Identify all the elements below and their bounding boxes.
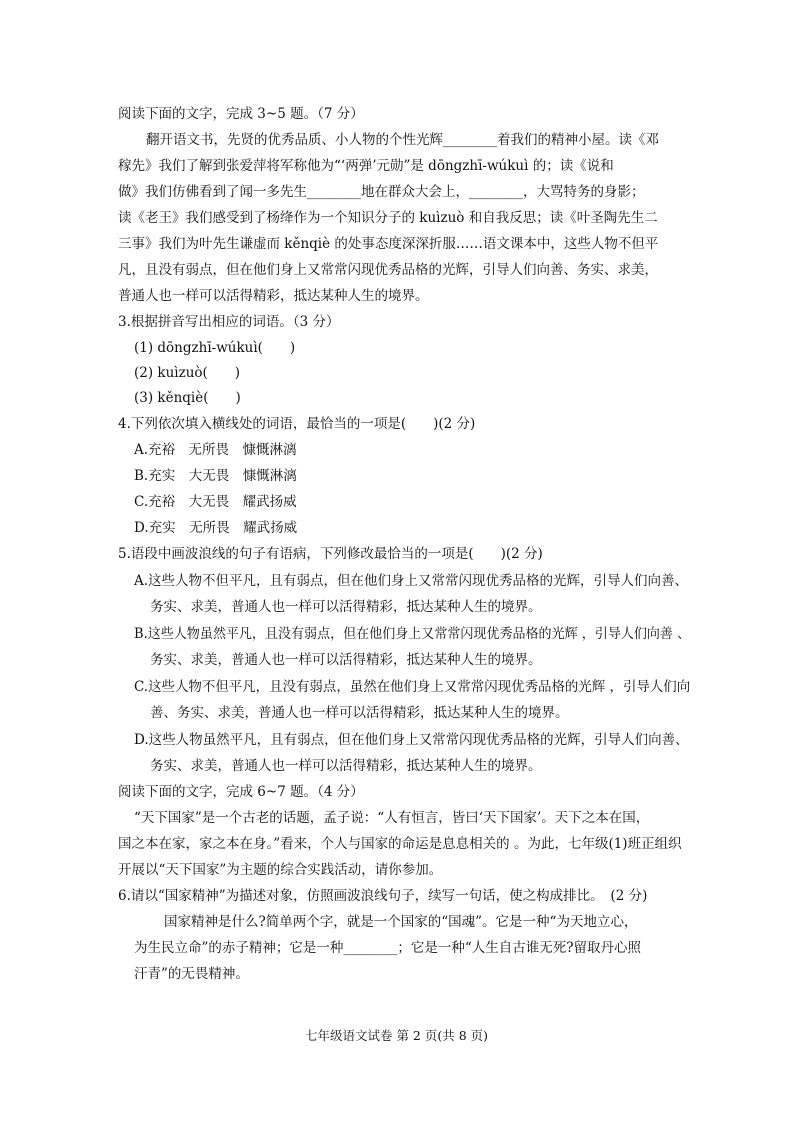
question-3-item: (2) kuìzuò( ) <box>134 365 241 381</box>
question-5-option-c-cont: 善、务实、求美，普通人也一样可以活得精彩，抵达某种人生的境界。 <box>150 705 569 721</box>
passage1-instruction: 阅读下面的文字，完成 3~5 题。（7 分） <box>118 106 364 122</box>
question-4-option-a: A.充裕 无所畏 慷慨淋漓 <box>134 442 297 458</box>
passage2-instruction: 阅读下面的文字，完成 6~7 题。（4 分） <box>118 784 364 800</box>
question-3-stem: 3.根据拼音写出相应的词语。（3 分） <box>118 314 340 330</box>
question-5-option-a-cont: 务实、求美，普通人也一样可以活得精彩，抵达某种人生的境界。 <box>150 599 542 615</box>
page-footer: 七年级语文试卷 第 2 页(共 8 页) <box>304 1028 489 1043</box>
question-5-option-c: C.这些人物不但平凡，且没有弱点，虽然在他们身上又常常闪现优秀品格的光辉 ，引导人们向 <box>134 679 691 695</box>
question-5-option-a: A.这些人物不但平凡，且有弱点，但在他们身上又常常闪现优秀品格的光辉，引导人们向善、 <box>134 573 689 589</box>
passage1-line: 读《老王》我们感受到了杨绛作为一个知识分子的 kuìzuò 和自我反思；读《叶圣陶先生二 <box>118 210 658 226</box>
question-3-item: (1) dōngzhī-wúkuì( ) <box>134 340 296 356</box>
passage2-line: 国之本在家，家之本在身。”看来，个人与国家的命运是息息相关的 。为此，七年级(1)班正组织 <box>118 836 682 852</box>
question-4-option-d: D.充实 无所畏 耀武扬威 <box>134 520 298 536</box>
question-5-option-b: B.这些人物虽然平凡，且没有弱点，但在他们身上又常常闪现优秀品格的光辉 ，引导人们向善 、 <box>134 626 691 642</box>
question-3-item: (3) kěnqiè( ) <box>134 390 241 406</box>
passage1-line: 普通人也一样可以活得精彩，抵达某种人生的境界。 <box>118 288 429 304</box>
passage1-line: 做》我们仿佛看到了闻一多先生________地在群众大会上，________，大骂特务的身影； <box>118 184 645 200</box>
passage1-line: 凡，且没有弱点，但在他们身上又常常闪现优秀品格的光辉，引导人们向善、务实、求美， <box>118 262 658 278</box>
passage2-line: 开展以“天下国家”为主题的综合实践活动，请你参加。 <box>118 862 443 878</box>
question-4-option-c: C.充裕 大无畏 耀武扬威 <box>134 494 297 510</box>
question-6-stem: 6.请以“国家精神”为描述对象，仿照画波浪线句子，续写一句话，使之构成排比。 (2 分) <box>118 888 648 904</box>
passage2-line: “天下国家”是一个古老的话题，孟子说：“人有恒言，皆曰‘天下国家’。天下之本在国， <box>134 810 650 826</box>
question-6-line: 汗青”的无畏精神。 <box>134 966 249 982</box>
question-4-option-b: B.充实 大无畏 慷慨淋漓 <box>134 468 297 484</box>
passage1-line: 三事》我们为叶先生谦虚而 kěnqiè 的处事态度深深折服……语文课本中，这些人物不但平 <box>118 236 659 252</box>
question-5-option-d-cont: 务实、求美，普通人也一样可以活得精彩，抵达某种人生的境界。 <box>150 758 542 774</box>
question-6-line: 为生民立命”的赤子精神；它是一种________；它是一种“人生自古谁无死?留取丹心照 <box>134 940 642 956</box>
passage1-line: 翻开语文书，先贤的优秀品质、小人物的个性光辉________着我们的精神小屋。读《邓 <box>146 132 659 148</box>
question-5-stem: 5.语段中画波浪线的句子有语病，下列修改最恰当的一项是( )(2 分) <box>118 546 543 562</box>
question-5-option-d: D.这些人物虽然平凡，且有弱点，但在他们身上又常常闪现优秀品格的光辉，引导人们向善、 <box>134 732 689 748</box>
question-4-stem: 4.下列依次填入横线处的词语，最恰当的一项是( )(2 分) <box>118 416 476 432</box>
passage1-line: 稼先》我们了解到张爱萍将军称他为“‘两弹’元勋”是 dōngzhī-wúkuì 的；读《说和 <box>118 158 614 174</box>
question-5-option-b-cont: 务实、求美，普通人也一样可以活得精彩，抵达某种人生的境界。 <box>150 652 542 668</box>
question-6-line: 国家精神是什么?简单两个字，就是一个国家的“国魂”。它是一种“为天地立心， <box>164 914 638 930</box>
